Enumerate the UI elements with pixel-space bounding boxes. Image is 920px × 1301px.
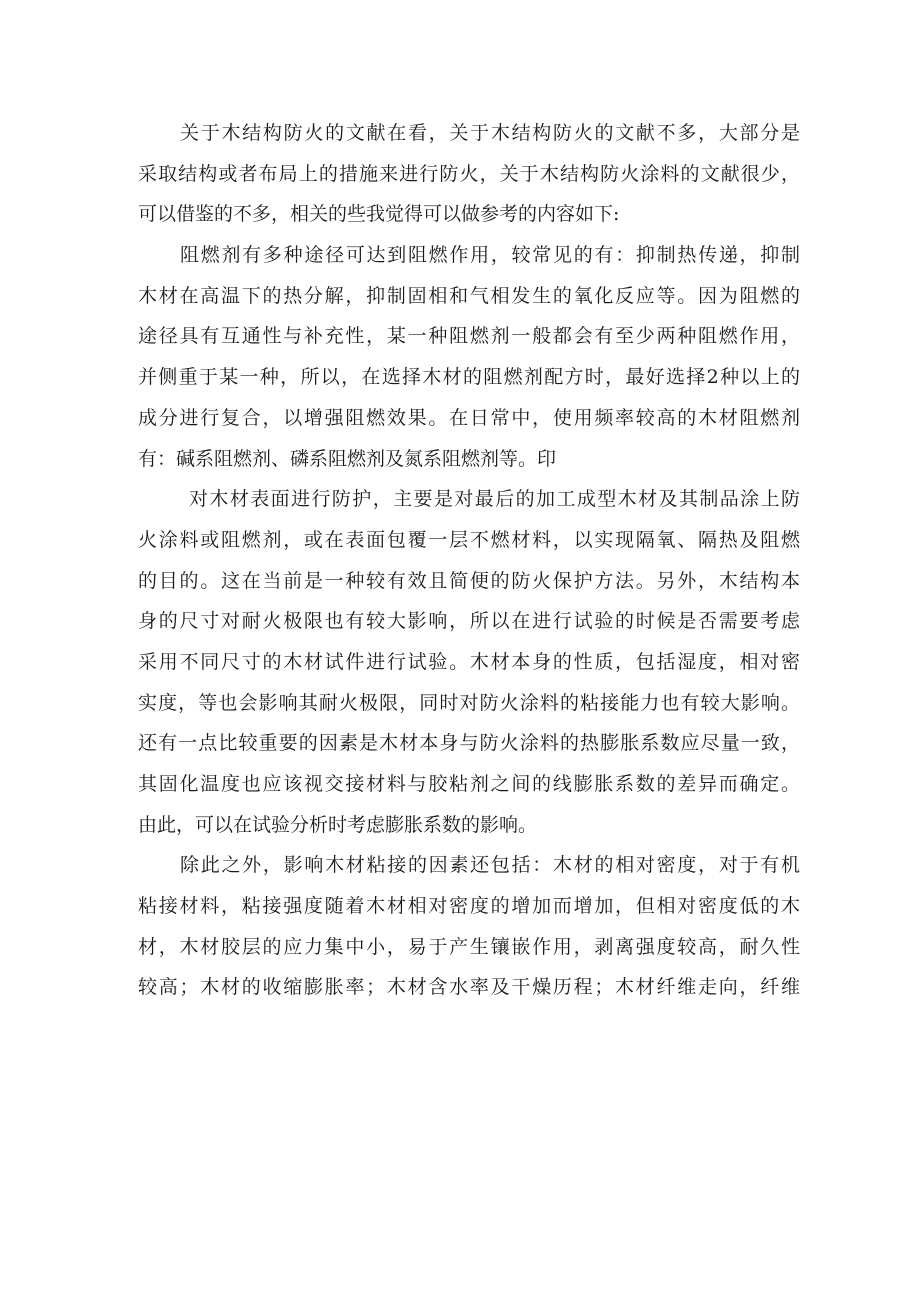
paragraph-4-line-4: 较高；木材的收缩膨胀率；木材含水率及干燥历程；木材纤维走向，纤维 — [138, 976, 800, 999]
paragraph-4-line-1: 除此之外，影响木材粘接的因素还包括：木材的相对密度，对于有机 — [180, 854, 800, 877]
paragraph-3-line-5: 采用不同尺寸的木材试件进行试验。木材本身的性质，包括湿度，相对密 — [138, 650, 800, 673]
paragraph-3-line-6: 实度，等也会影响其耐火极限，同时对防火涂料的粘接能力也有较大影响。 — [138, 691, 800, 714]
paragraph-4-line-2: 粘接材料，粘接强度随着木材相对密度的增加而增加，但相对密度低的木 — [138, 895, 800, 918]
paragraph-2-line-3: 途径具有互通性与补充性，某一种阻燃剂一般都会有至少两种阻燃作用， — [138, 325, 800, 348]
paragraph-1-line-2: 采取结构或者布局上的措施来进行防火，关于木结构防火涂料的文献很少， — [138, 162, 800, 185]
paragraph-3-line-3: 的目的。这在当前是一种较有效且简便的防火保护方法。另外，木结构本 — [138, 569, 800, 592]
paragraph-2-line-6: 有：碱系阻燃剂、磷系阻燃剂及氮系阻燃剂等。印 — [138, 447, 557, 470]
paragraph-2-line-2: 木材在高温下的热分解，抑制固相和气相发生的氧化反应等。因为阻燃的 — [138, 284, 800, 307]
paragraph-3-line-2: 火涂料或阻燃剂，或在表面包覆一层不燃材料，以实现隔氧、隔热及阻燃 — [138, 528, 800, 551]
paragraph-1-line-1: 关于木结构防火的文献在看，关于木结构防火的文献不多，大部分是 — [180, 122, 800, 144]
paragraph-3-line-9: 由此，可以在试验分析时考虑膨胀系数的影响。 — [138, 813, 538, 836]
paragraph-2-line-4: 并侧重于某一种，所以，在选择木材的阻燃剂配方时，最好选择2种以上的 — [138, 366, 800, 389]
document-body — [138, 113, 800, 1008]
paragraph-3-line-8: 其固化温度也应该视交接材料与胶粘剂之间的线膨胀系数的差异而确定。 — [138, 773, 800, 795]
paragraph-2-line-1: 阻燃剂有多种途径可达到阻燃作用，较常见的有：抑制热传递，抑制 — [180, 244, 800, 267]
paragraph-1-line-3: 可以借鉴的不多，相关的些我觉得可以做参考的内容如下: — [138, 203, 620, 226]
paragraph-3-line-1: 对木材表面进行防护，主要是对最后的加工成型木材及其制品涂上防 — [189, 488, 800, 511]
paragraph-3-line-4: 身的尺寸对耐火极限也有较大影响，所以在进行试验的时候是否需要考虑 — [138, 610, 800, 633]
paragraph-2-line-5: 成分进行复合，以增强阻燃效果。在日常中，使用频率较高的木材阻燃剂 — [138, 406, 800, 429]
paragraph-4-line-3: 材，木材胶层的应力集中小，易于产生镶嵌作用，剥离强度较高，耐久性 — [138, 935, 800, 958]
paragraph-3-line-7: 还有一点比较重要的因素是木材本身与防火涂料的热膨胀系数应尽量一致， — [138, 732, 800, 755]
